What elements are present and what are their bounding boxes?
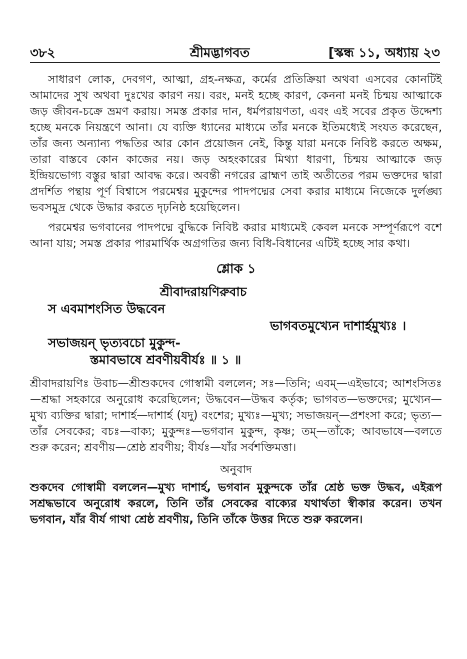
translation-heading: অনুবাদ bbox=[220, 463, 252, 476]
verse-line-3: সভাজয়ন্ ভৃত্যবচো মুকুন্দ- bbox=[48, 335, 181, 350]
purport-paragraph-1: সাধারণ লোক, দেবগণ, আত্মা, গ্রহ-নক্ষত্র, কর্মের প্রতিক্রিয়া অথবা এসবের কোনটিই আমাদের সুখ অথবা দুঃখের কারণ নয়। বরং, মনই হচ্ছে কারণ, কেননা মনই চিন্ময় আত্মাকে জড় জীবন-চক্রে ভ্রমণ করায়। সমস্ত প্রকার দান, ধর্মপরায়ণতা, এবং এই সবের প্রকৃত উদ্দেশ্য হচ্ছে মনকে নিয়ন্ত্রণে আনা। যে ব্যক্তি ধ্যানের মাধ্যমে তাঁর মনকে ইতিমধ্যেই সংযত করেছেন, তাঁর জন্য অন্যান্য পদ্ধতির আর কোন প্রয়োজন নেই, কিন্তু যারা মনকে নিবিষ্ট করতে অক্ষম, তারা বাস্তবে কোন কাজের নয়। জড় অহংকারের মিথ্যা ধারণা, চিন্ময় আত্মাকে জড় ইন্দ্রিয়ভোগ্য বস্তুর দ্বারা আবদ্ধ করে। অবন্তী নগরের ব্রাহ্মণ তাই অতীতের পরম ভক্তদের দ্বারা প্রদর্শিত পন্থায় পূর্ণ বিশ্বাসে পরমেশ্বর মুকুন্দের পাদপদ্মের সেবা করার মাধ্যমে নিজেকে দুর্লঙ্ঘ্য ভবসমুদ্র থেকে উদ্ধার করতে দৃঢ়নিষ্ঠ হয়েছিলেন। bbox=[30, 73, 442, 214]
translation-text: শুকদেব গোস্বামী বললেন—মুখ্য দাশার্হ, ভগবান মুকুন্দকে তাঁর শ্রেষ্ঠ ভক্ত উদ্ধব, এইরূপ সশ্রদ্ধভাবে অনুরোধ করলে, তিনি তাঁর সেবকের বাক্যের যথার্থতা স্বীকার করেন। তখন ভগবান, যাঁর বীর্য গাথা শ্রেষ্ঠ শ্রবণীয়, তিনি তাঁকে উত্তর দিতে শুরু করলেন। bbox=[30, 481, 442, 526]
page-body bbox=[30, 72, 442, 532]
synonyms: শ্রীবাদরায়ণিঃ উবাচ—শ্রীশুকদেব গোস্বামী বললেন; সঃ—তিনি; এবম্—এইভাবে; আশংসিতঃ—শ্রদ্ধা সহকারে অনুরোধ করেছিলেন; উদ্ধবেন—উদ্ধব কর্তৃক; ভাগবত—ভক্তদের; মুখ্যেন—মুখ্য ব্যক্তির দ্বারা; দাশার্হ—দাশার্হ (যদু) বংশের; মুখ্যঃ—মুখ্য; সভাজয়ন্—প্রশংসা করে; ভৃত্য—তাঁর সেবকের; বচঃ—বাক্য; মুকুন্দঃ—ভগবান মুকুন্দ, কৃষ্ণ; তম্—তাঁকে; আবভাষে—বলতে শুরু করেন; শ্রবণীয়—শ্রেষ্ঠ শ্রবণীয়; বীর্যঃ—যাঁর সর্বশক্তিমত্তা। bbox=[30, 377, 442, 454]
page-header bbox=[30, 44, 440, 62]
section-label: [স্কন্ধ ১১, অধ্যায় ২৩ bbox=[328, 46, 440, 61]
book-title: শ্রীমদ্ভাগবত bbox=[190, 46, 250, 61]
page-number: ৩৮২ bbox=[30, 46, 56, 61]
verse-line-4: স্তমাবভাষে শ্রবণীয়বীর্যঃ ॥ ১ ॥ bbox=[90, 352, 242, 367]
verse-heading: শ্লোক ১ bbox=[216, 262, 256, 277]
purport-paragraph-2: পরমেশ্বর ভগবানের পাদপদ্মে বুদ্ধিকে নিবিষ্ট করার মাধ্যমেই কেবল মনকে সম্পূর্ণরূপে বশে আনা যায়; সমস্ত প্রকার পারমার্থিক অগ্রগতির জন্য বিধি-বিধানের এটিই হচ্ছে সার কথা। bbox=[30, 221, 442, 250]
verse-line-1: স এবমাশংসিত উদ্ধবেন bbox=[48, 301, 166, 316]
verse-line-speaker: শ্রীবাদরায়ণিরুবাচ bbox=[160, 284, 247, 299]
header-rule bbox=[30, 62, 440, 63]
verse-line-2: ভাগবতমুখ্যেন দাশার্হমুখ্যঃ । bbox=[270, 318, 407, 333]
